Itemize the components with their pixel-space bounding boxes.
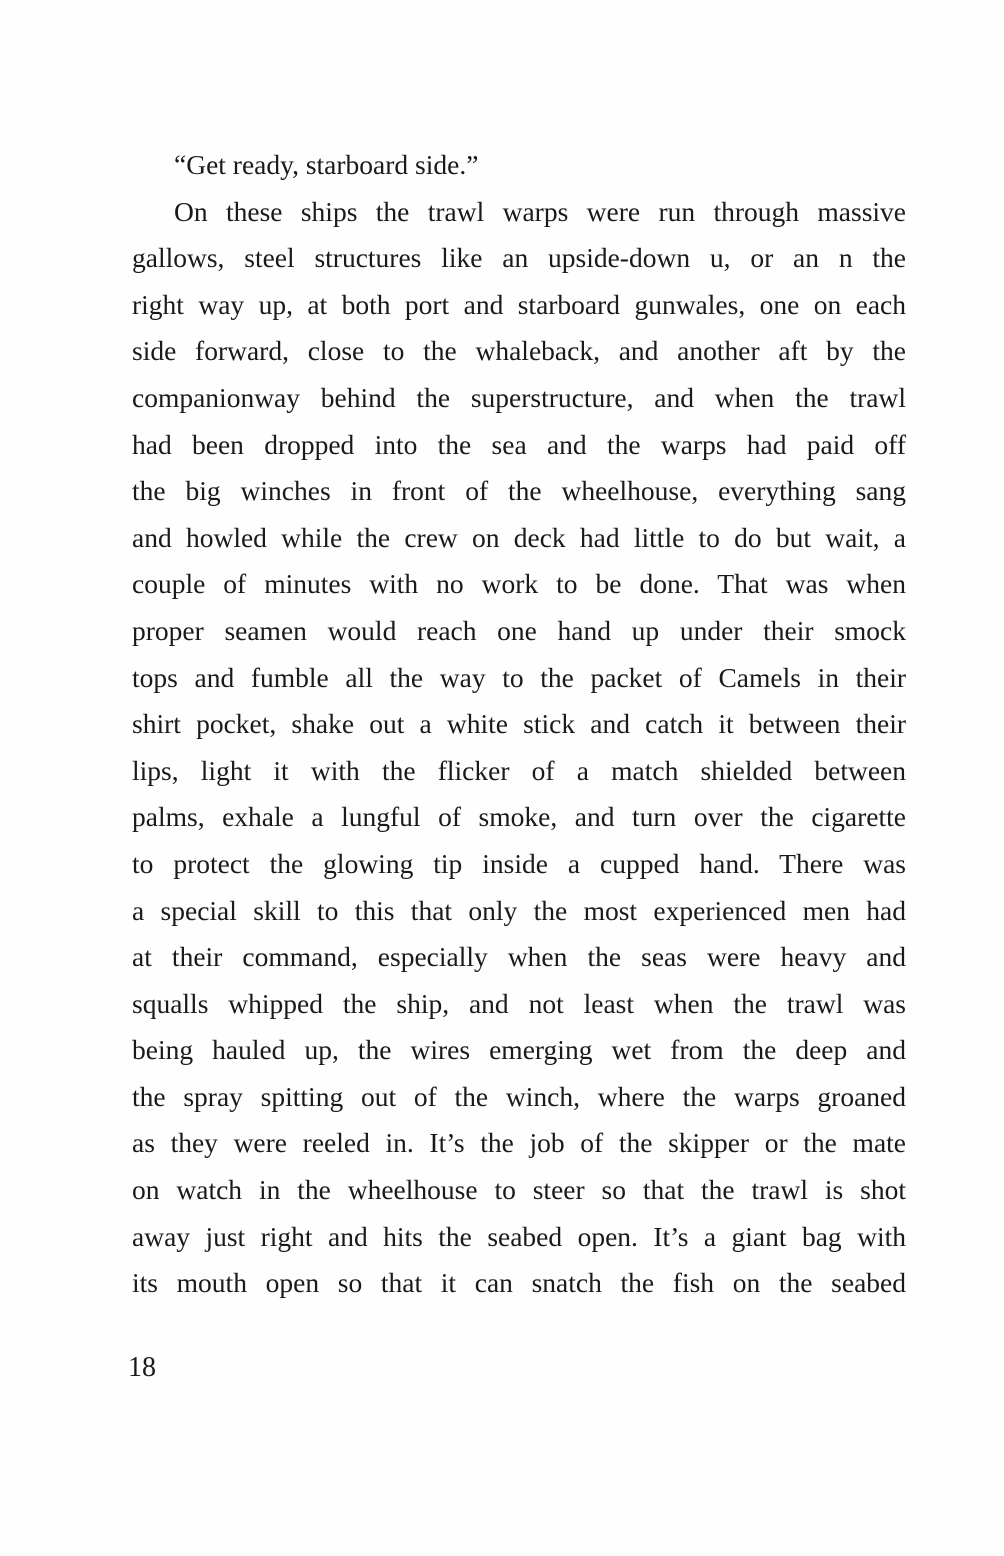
text-line: side forward, close to the whaleback, and another aft by the bbox=[132, 335, 906, 367]
text-line: “Get ready, starboard side.” bbox=[174, 149, 479, 180]
body-text bbox=[132, 142, 906, 1307]
text-line: its mouth open so that it can snatch the fish on the seabed bbox=[132, 1267, 906, 1299]
text-line: away just right and hits the seabed open. It’s a giant bag with bbox=[132, 1220, 906, 1252]
text-line: had been dropped into the sea and the warps had paid off bbox=[132, 428, 906, 460]
text-line: companionway behind the superstructure, and when the trawl bbox=[132, 381, 906, 413]
text-line: at their command, especially when the seas were heavy and bbox=[132, 941, 906, 973]
page-number: 18 bbox=[128, 1352, 156, 1383]
text-line: a special skill to this that only the most experienced men had bbox=[132, 894, 906, 926]
text-line: gallows, steel structures like an upside-down u, or an n the bbox=[132, 242, 906, 274]
text-line: right way up, at both port and starboard gunwales, one on each bbox=[132, 288, 906, 320]
text-line: proper seamen would reach one hand up under their smock bbox=[132, 614, 906, 646]
text-line: as they were reeled in. It’s the job of the skipper or the mate bbox=[132, 1127, 906, 1159]
text-line: lips, light it with the flicker of a match shielded between bbox=[132, 754, 906, 786]
text-line: the big winches in front of the wheelhouse, everything sang bbox=[132, 475, 906, 507]
text-line: on watch in the wheelhouse to steer so that the trawl is shot bbox=[132, 1174, 906, 1206]
text-line: being hauled up, the wires emerging wet from the deep and bbox=[132, 1034, 906, 1066]
text-line: tops and fumble all the way to the packet of Camels in their bbox=[132, 661, 906, 693]
text-line: and howled while the crew on deck had little to do but wait, a bbox=[132, 521, 906, 553]
text-line: the spray spitting out of the winch, where the warps groaned bbox=[132, 1080, 906, 1112]
text-line: palms, exhale a lungful of smoke, and turn over the cigarette bbox=[132, 801, 906, 833]
text-line: shirt pocket, shake out a white stick and catch it between their bbox=[132, 708, 906, 740]
text-line: couple of minutes with no work to be done. That was when bbox=[132, 568, 906, 600]
text-line: to protect the glowing tip inside a cupped hand. There was bbox=[132, 847, 906, 879]
text-line: On these ships the trawl warps were run through massive bbox=[174, 195, 906, 227]
text-line: squalls whipped the ship, and not least when the trawl was bbox=[132, 987, 906, 1019]
